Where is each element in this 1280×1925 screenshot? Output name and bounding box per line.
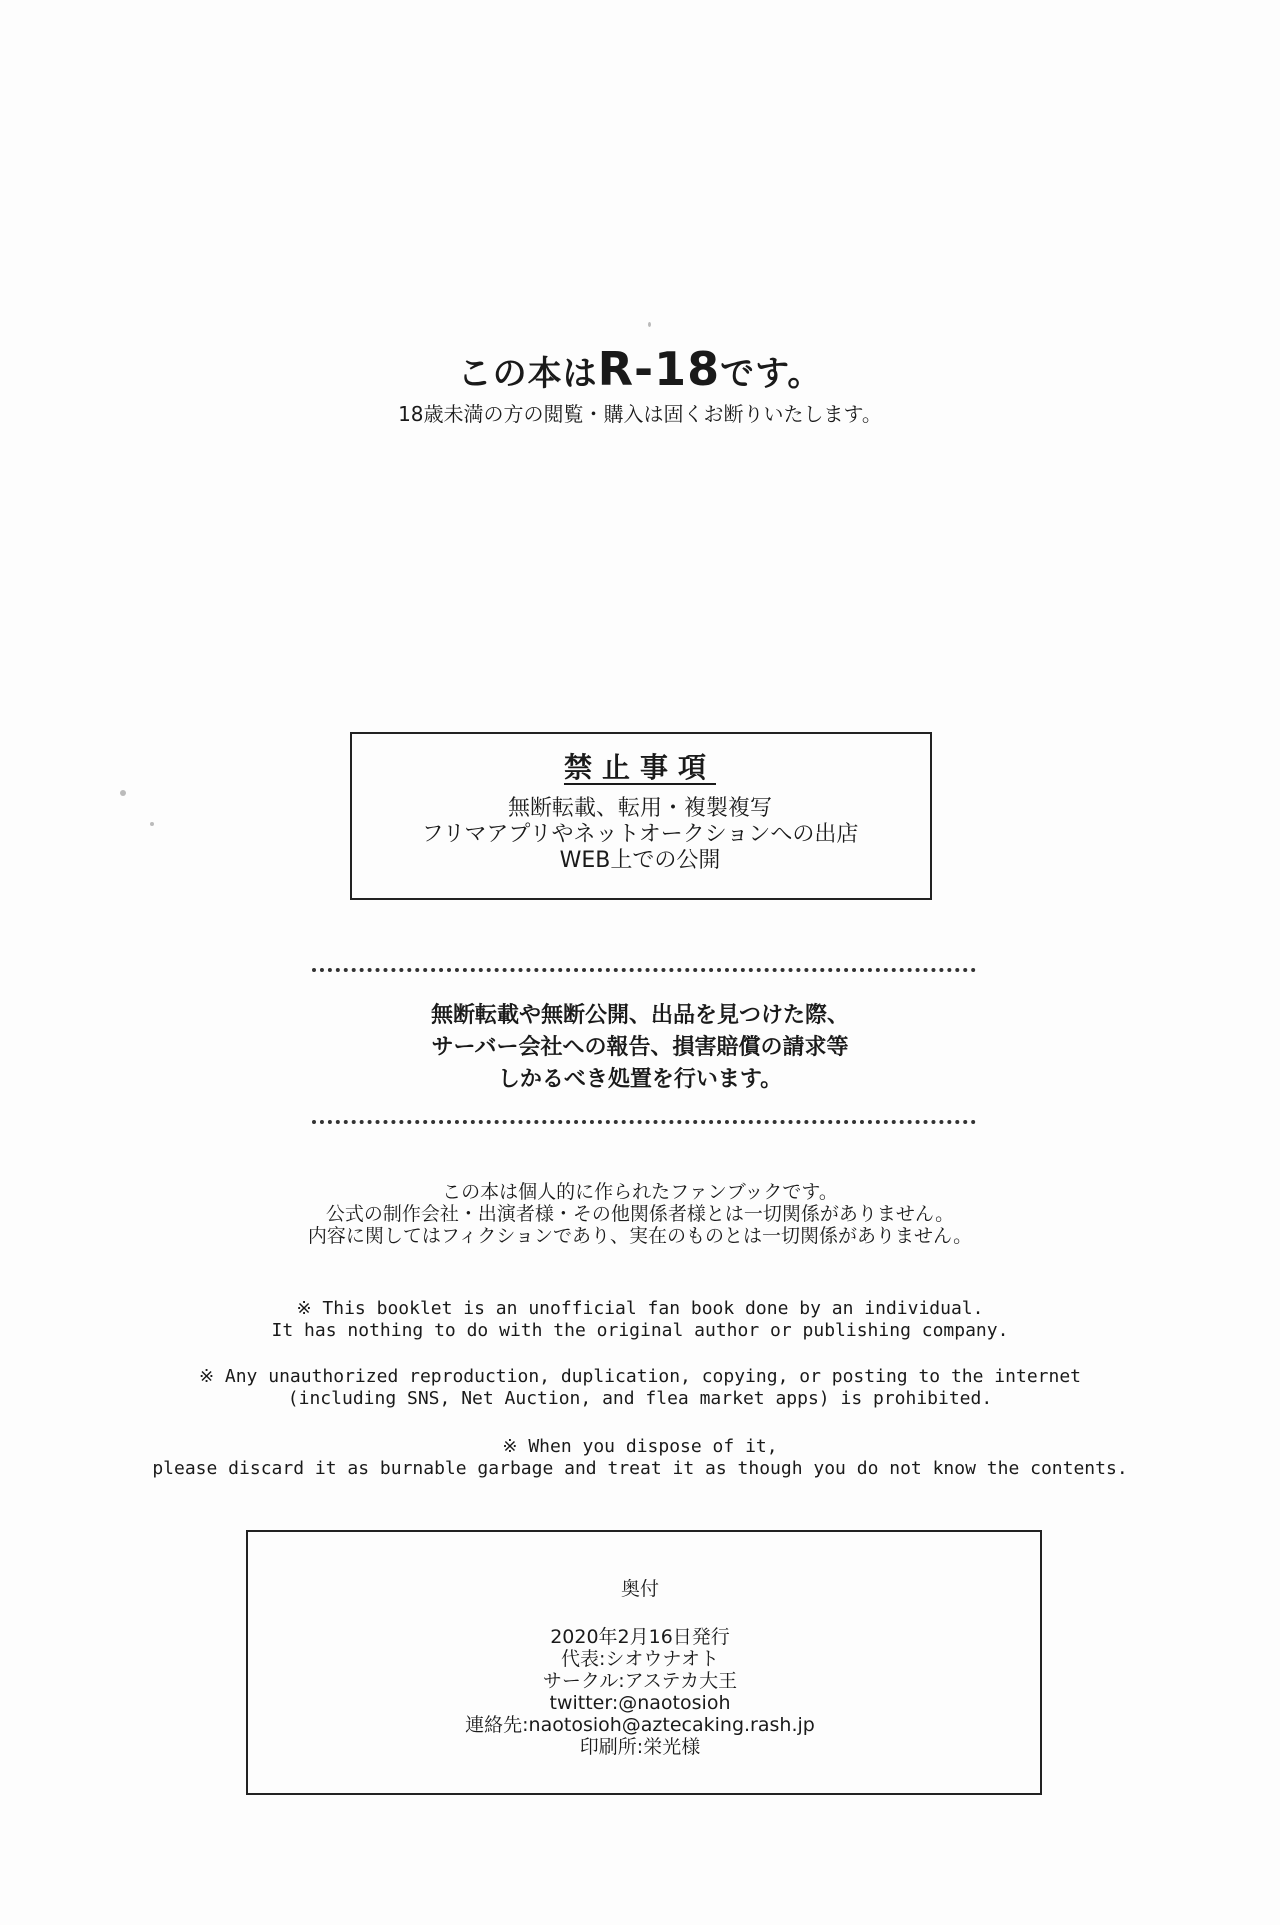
colophon-line: 連絡先:naotosioh@aztecaking.rash.jp [465,1714,815,1736]
fanbook-notice-line: この本は個人的に作られたファンブックです。 [442,1181,838,1203]
r18-subtitle: 18歳未満の方の閲覧・購入は固くお断りいたします。 [398,402,882,426]
r18-title-suffix: です。 [720,354,823,394]
english-note-line: please discard it as burnable garbage and treat it as though you do not know the contents. [152,1458,1128,1479]
paper-speck [150,822,154,826]
prohibition-item: フリマアプリやネットオークションへの出店 [421,822,859,847]
warning-line: 無断転載や無断公開、出品を見つけた際、 [430,1003,849,1028]
fanbook-notice-line: 公式の制作会社・出演者様・その他関係者様とは一切関係がありません。 [325,1203,955,1225]
colophon-line: サークル:アステカ大王 [542,1670,738,1692]
paper-speck [648,322,651,327]
colophon-heading: 奥付 [620,1578,659,1600]
r18-title-rating: R-18 [597,342,721,396]
colophon-line: 印刷所:栄光様 [579,1736,701,1758]
r18-title [0,342,1280,396]
prohibitions-heading: 禁止事項 [563,751,716,784]
english-note-line: ※ When you dispose of it, [502,1436,778,1457]
dotted-divider-bottom [312,1120,976,1124]
fanbook-notice-line: 内容に関してはフィクションであり、実在のものとは一切関係がありません。 [307,1225,973,1247]
colophon-line: 2020年2月16日発行 [550,1626,730,1648]
warning-line: サーバー会社への報告、損害賠償の請求等 [431,1035,849,1060]
colophon-line: 代表:シオウナオト [560,1648,720,1670]
english-note-line: ※ Any unauthorized reproduction, duplication, copying, or posting to the internet [198,1366,1082,1387]
r18-title-prefix: この本は [457,354,598,394]
warning-line: しかるべき処置を行います。 [497,1067,783,1092]
english-note-line: (including SNS, Net Auction, and flea market apps) is prohibited. [287,1388,993,1409]
english-note-line: It has nothing to do with the original author or publishing company. [271,1320,1009,1341]
prohibition-item: WEB上での公開 [559,848,721,873]
colophon-line: twitter:@naotosioh [549,1692,731,1714]
english-note-line: ※ This booklet is an unofficial fan book done by an individual. [296,1298,984,1319]
paper-speck [120,790,126,796]
dotted-divider-top [312,968,976,972]
prohibition-item: 無断転載、転用・複製複写 [507,796,772,821]
